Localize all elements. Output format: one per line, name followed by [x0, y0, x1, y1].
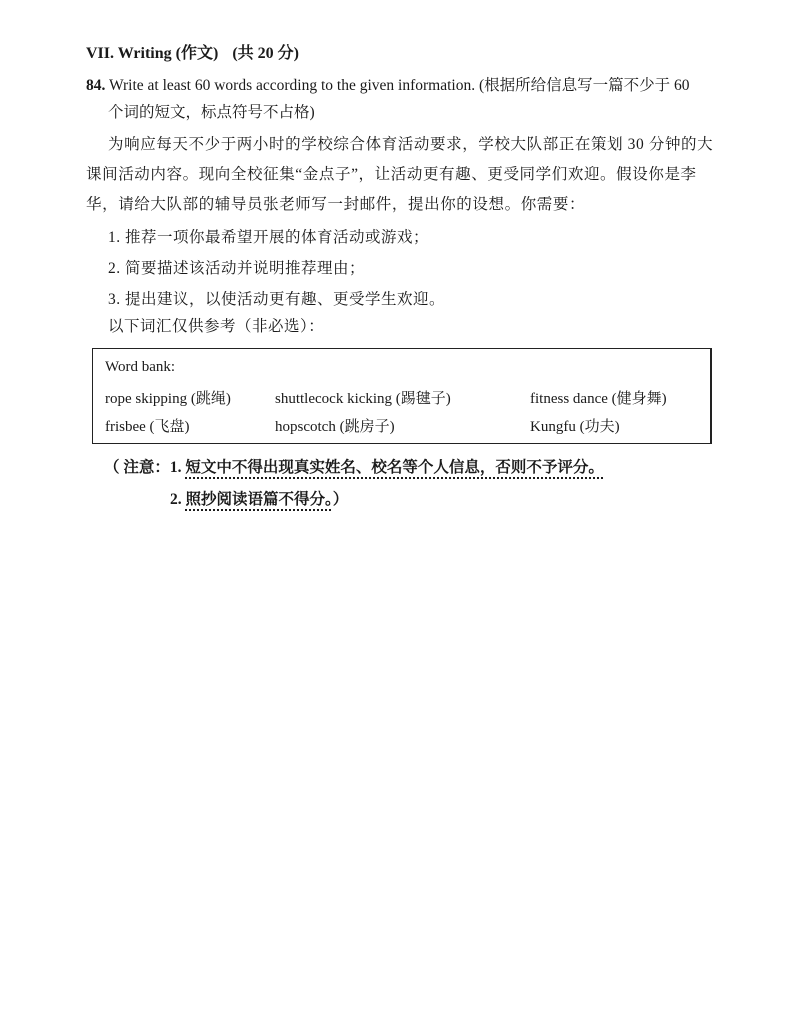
note-number-1: 1. — [169, 459, 186, 476]
notes-block — [104, 452, 604, 516]
note-line-1 — [104, 452, 604, 484]
task-item-3: 3. 提出建议，以使活动更有趣、更受学生欢迎。 — [108, 291, 446, 308]
instruction-text: Write at least 60 words according to the given information. (根据所给信息写一篇不少于 60 — [108, 77, 690, 94]
word-bank-title: Word bank: — [105, 359, 176, 375]
note-text-2: 照抄阅读语篇不得分。 — [185, 491, 333, 508]
question-instruction — [86, 72, 726, 126]
word-bank-item: rope skipping (跳绳) — [105, 391, 231, 407]
word-bank-item: fitness dance (健身舞) — [530, 391, 667, 407]
scenario-paragraph: 为响应每天不少于两小时的学校综合体育活动要求，学校大队部正在策划 30 分钟的大课间活动内容。现向全校征集“金点子”，让活动更有趣、更受同学们欢迎。假设你是李华，请给大队部的辅导员张老师写一封邮件，提出你的设想。你需要： — [86, 136, 714, 213]
vocab-note: 以下词汇仅供参考（非必选）： — [108, 318, 325, 335]
section-points: (共 20 分) — [232, 45, 299, 62]
question-number: 84. — [86, 77, 106, 94]
word-bank-box — [92, 348, 712, 444]
section-title: VII. Writing (作文) — [86, 45, 219, 62]
section-heading — [86, 40, 299, 63]
word-bank-item: frisbee (飞盘) — [105, 419, 190, 435]
instruction-continuation: 个词的短文，标点符号不占格) — [108, 104, 315, 121]
task-list — [108, 222, 445, 315]
note-prefix: （ 注意： — [104, 459, 170, 476]
note-number-2: 2. — [170, 491, 186, 508]
task-item-1: 1. 推荐一项你最希望开展的体育活动或游戏； — [108, 229, 430, 246]
word-bank-item: Kungfu (功夫) — [530, 419, 620, 435]
task-item-2: 2. 简要描述该活动并说明推荐理由； — [108, 260, 366, 277]
note-line-2 — [104, 484, 604, 516]
word-bank-item: hopscotch (跳房子) — [275, 419, 395, 435]
note-text-1: 短文中不得出现真实姓名、校名等个人信息，否则不予评分。 — [185, 459, 604, 476]
word-bank-item: shuttlecock kicking (踢毽子) — [275, 391, 451, 407]
note-suffix: ） — [332, 491, 349, 508]
